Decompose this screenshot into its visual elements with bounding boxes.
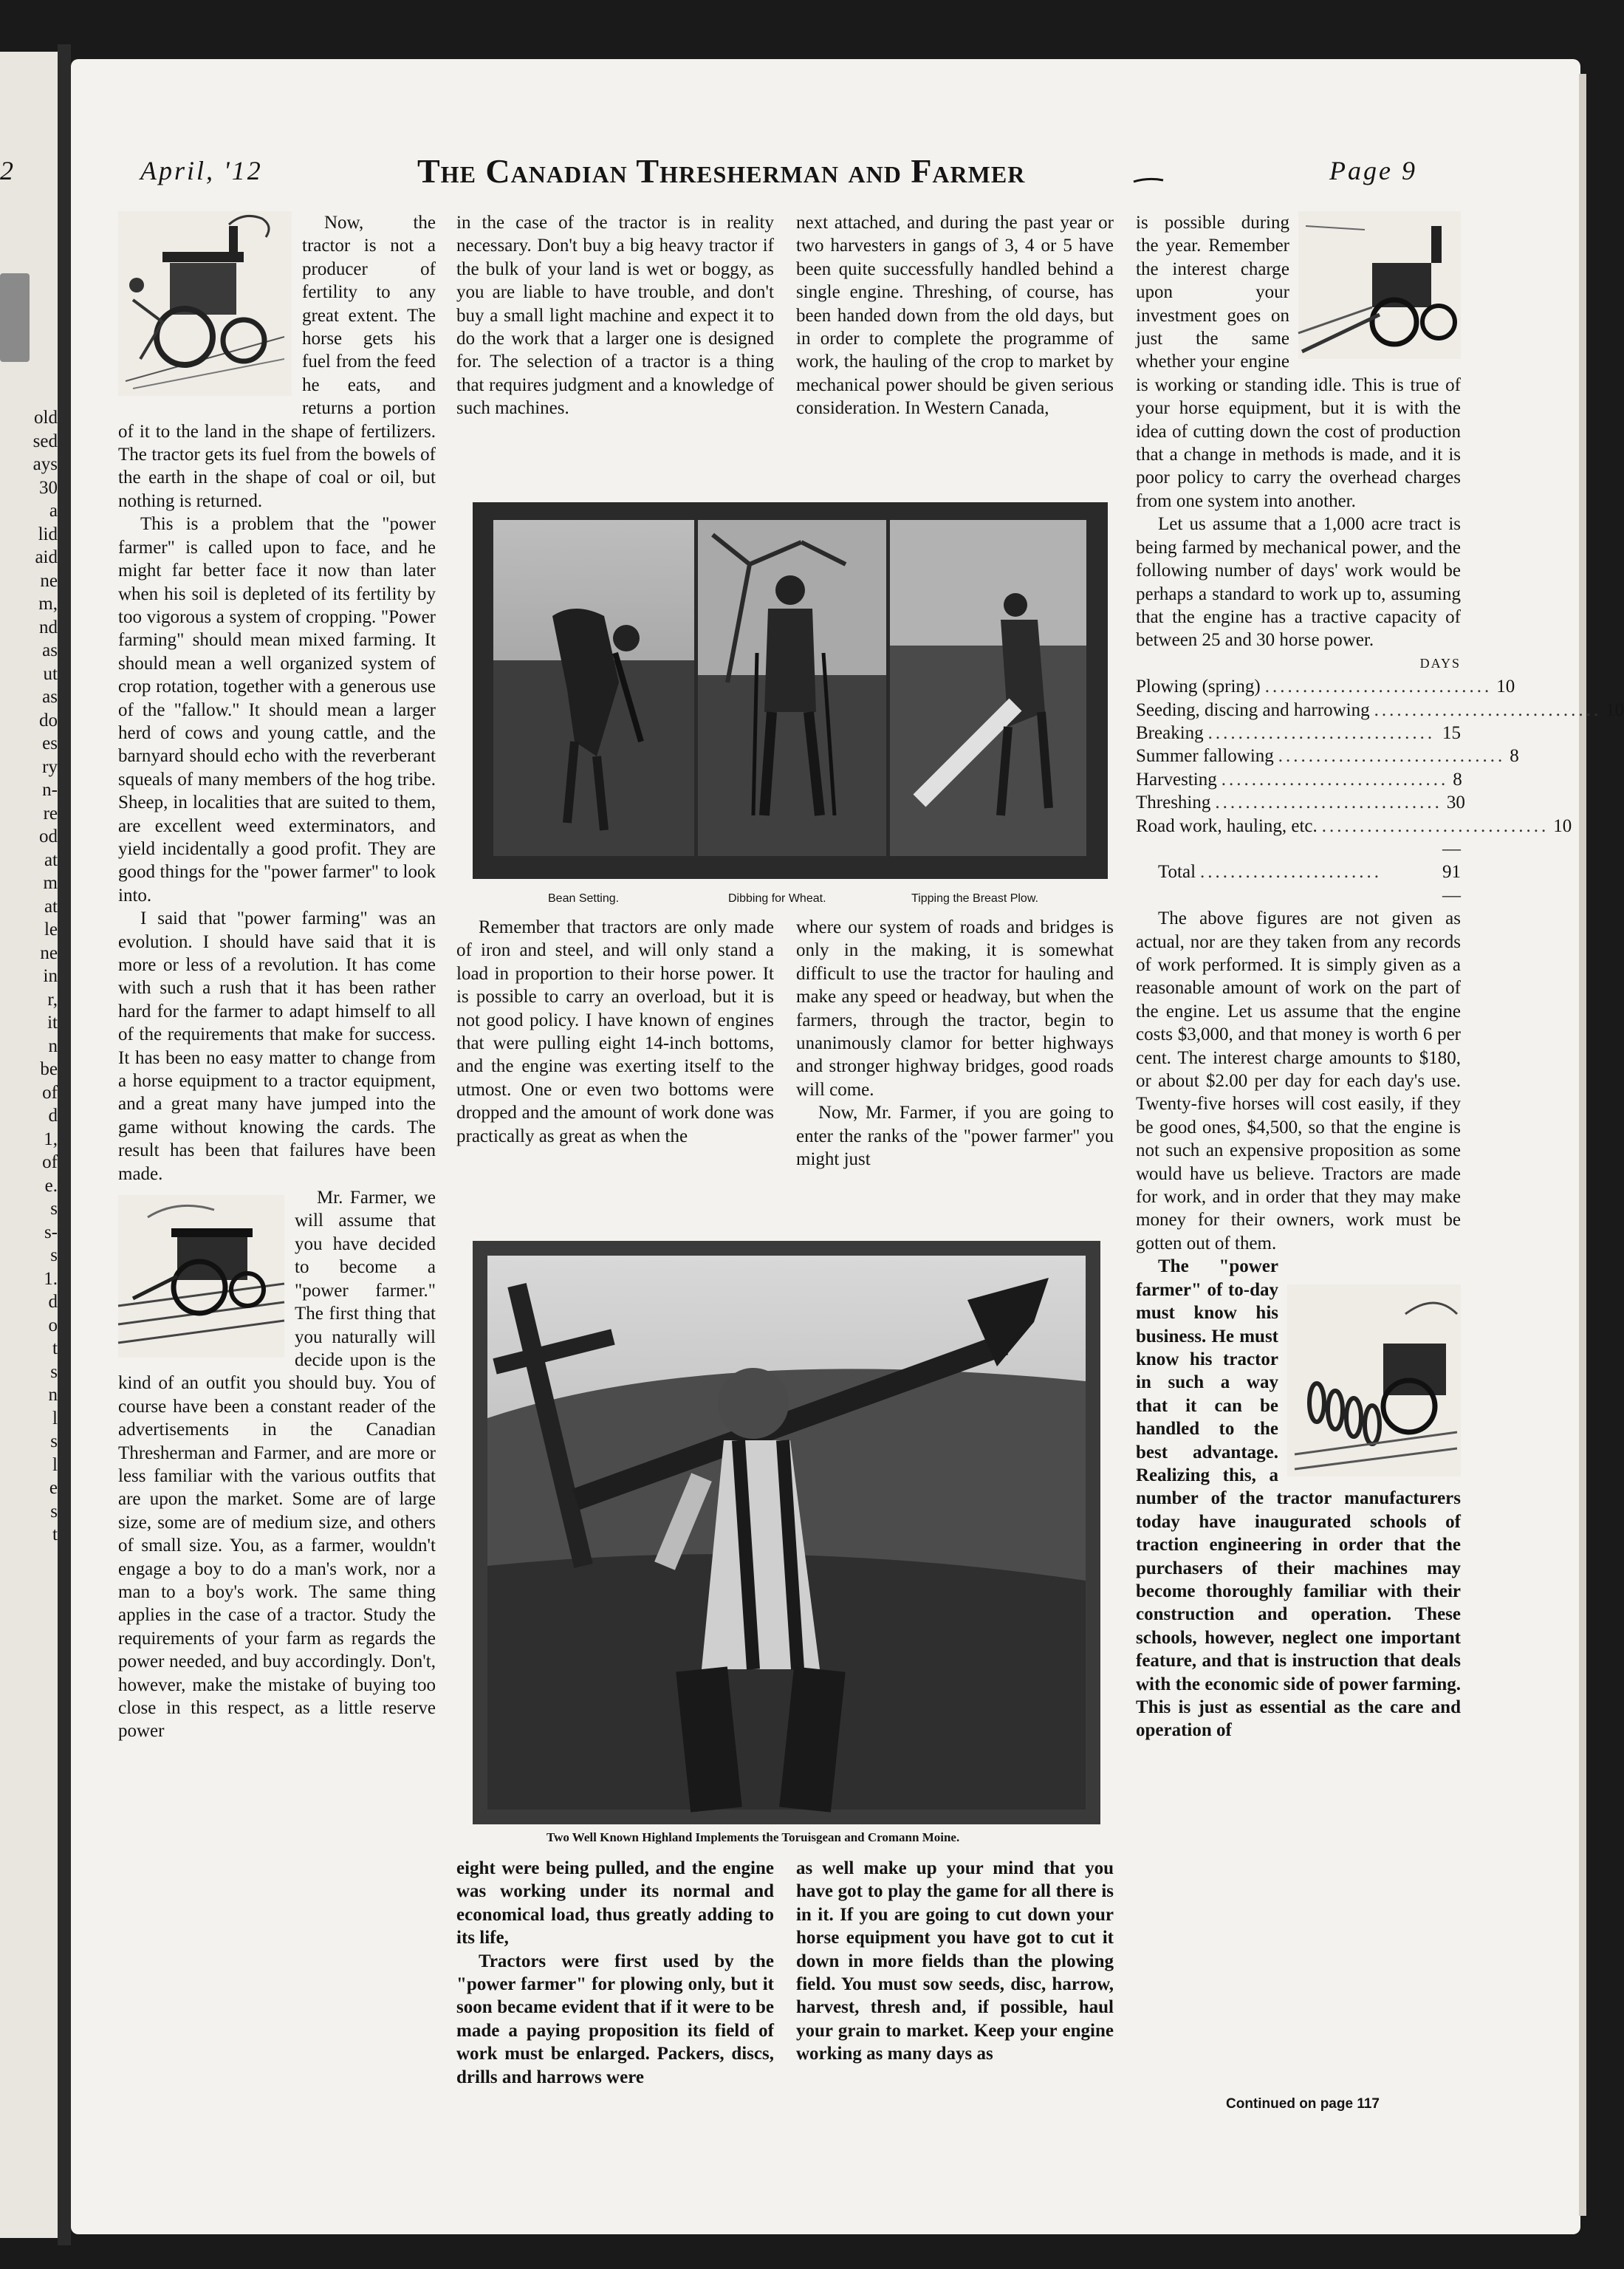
previous-page-fragment: 1, [44,1129,58,1149]
column-3-middle [796,916,1114,1228]
continued-notice: Continued on page 117 [1226,2096,1380,2112]
previous-page-fragment: le [44,920,58,940]
days-row-value: 15 [1442,722,1461,743]
col1-paragraph-4: Mr. Farmer, we will assume that you have decided to become a "power farmer." The first thing that you naturally will decide upon is the kind of an outfit you should buy. You of course have been a constant reader of the advertisements in the Canadian Thresherman and Farmer, and are more or less familiar with the various outfits that are upon the market. Some are of large size, some are of medium size, and others of small size. You, as a farmer, wouldn't engage a boy to do a man's work, nor a man to a boy's work. The same thing applies in the case of a tractor. Study the requirements of your farm as regards the power needed, and buy accordingly. Don't, however, make the mistake of buying too close in this respect, as a little reserve power [118,1188,436,1742]
total-value: 91 [1442,862,1461,883]
previous-page-fragment: ne [40,942,58,963]
days-row-label: Threshing [1136,793,1211,813]
days-table-row: Road work, hauling, etc. .............................. 10 [1136,815,1461,838]
col1-paragraph-2: This is a problem that the "power farmer" is called upon to face, and he might far better face it now than later when his soil is depleted of its fertility by too vigorous a system of cropping. "Power farming" should mean mixed farming. It should mean a well organized system of crop rotation, together with a generous use of the "fallow." It should mean a larger herd of cows and young cattle, and the barnyard should echo with the reverberant squeals of many members of the hog tribe. Sheep, in localities that are suited to them, are excellent weed exterminators, and yield incidentally a good profit. They are good things for the "power farmer" to look into. [118,514,436,906]
title-flourish [1134,176,1163,185]
table-rule-bottom: — [1442,885,1461,906]
previous-page-fragment: s [50,1199,58,1219]
previous-page-fragment: ut [43,663,58,684]
caption-bean-setting: Bean Setting. [548,892,620,905]
previous-page-fragment: as [42,687,58,707]
previous-page-fragment: old [34,408,58,428]
days-row-label: Road work, hauling, etc. [1136,815,1318,836]
previous-page-fragment: ays [32,454,58,474]
previous-page-fragment: s [50,1361,58,1382]
days-table-row: Plowing (spring) .............................. 10 [1136,675,1461,698]
previous-page-fragment: of [42,1082,58,1103]
tractor-plowing-illustration [118,1195,284,1358]
previous-page-fragment: r, [47,989,58,1010]
tractor-sketch-illustration [118,211,292,396]
column-1 [118,211,436,2095]
days-table-row: Summer fallowing .............................. 8 [1136,745,1461,767]
issue-date: April, '12 [140,156,263,185]
col4-paragraph-3: The above figures are not given as actual, nor are they taken from any records of work performed. It is simply given as a reasonable amount of work on the part of the engine. Let us assume that the engine costs $3,000, and that money is worth 6 per cent. The interest charge amounts to $180, or about $2.00 per day for each day's use. Twenty-five horses will cost easily, if they be good ones, $4,500, so that the engine is not such an expensive proposition as some would have us believe. Tractors are made for work, and in order that they may make money for their owners, work must be gotten out of them. [1136,908,1461,1253]
previous-page-fragment: n [48,1385,58,1405]
column-4 [1136,211,1624,2083]
previous-page-fragment: t [52,1524,58,1544]
previous-page-fragment: o [48,1315,58,1335]
previous-page-fragment: s [50,1501,58,1522]
table-total-row: Total ........................ 91 [1136,860,1461,883]
previous-page-fragment: as [42,640,58,660]
harvester-sketch-illustration [1298,211,1461,359]
tractor-disc-harrow-illustration [1287,1284,1461,1476]
previous-page-fragment: at [44,849,58,870]
days-row-value: 10 [1496,677,1515,697]
col2-bottom-paragraph-2: Tractors were first used by the "power farmer" for plowing only, but it soon became evident that if it were to be made a paying proposition its field of work must be enlarged. Packers, discs, drills and harrows were [456,1951,774,2087]
col3-middle-text: where our system of roads and bridges is only in the making, it is somewhat difficult to use the tractor for hauling and make any speed or headway, but when the farmers, through the tractor, begin to unanimously clamor for better highways and stronger highway bridges, good roads will come. [796,917,1114,1100]
days-table-row: Breaking .............................. 15 [1136,722,1461,745]
previous-page-fragment: sed [32,431,58,451]
col3-bottom-text: as well make up your mind that you have got to play the game for all there is in it. If you are going to cut down your horse equipment you have got to cut it down in more fields than the plowing field. You must sow seeds, disc, harrow, harvest, thresh and, if possible, haul your grain to market. Keep your engine working as many days as [796,1858,1114,2064]
previous-page-fragment: re [43,803,58,824]
col2-bottom-paragraph-1: eight were being pulled, and the engine was working under its normal and economical load, thus greatly adding to its life, [456,1858,774,1948]
days-row-value: 30 [1446,793,1465,813]
caption-highland-implements: Two Well Known Highland Implements the Toruisgean and Cromann Moine. [547,1830,960,1844]
previous-page-fragment: 30 [39,477,58,498]
magazine-title: The Canadian Thresherman and Farmer [417,152,1026,190]
previous-page-fragment: do [39,710,58,730]
column-2-top [456,211,774,490]
previous-page-fragment: ry [42,756,58,777]
caption-tipping-breast-plow: Tipping the Breast Plow. [911,892,1038,905]
photo-dibbing-for-wheat [698,520,886,856]
days-table-row: Threshing .............................. 30 [1136,791,1461,814]
photo-tipping-breast-plow [890,520,1086,856]
column-3-top [796,211,1114,490]
previous-page-fragment: of [42,1152,58,1172]
photo-bean-setting [493,520,694,856]
previous-page-fragment: n- [42,780,58,800]
previous-page-fragment: e [49,1478,58,1498]
total-label: Total [1158,862,1196,883]
col4-paragraph-4: The "power farmer" of to-day must know his business. He must know his tractor in such a way that it can be handled to the best advantage. Realizing this, a number of the tractor manufacturers today have inaugurated schools of traction engineering in order that the purchasers of their machines may become thoroughly familiar with their construction and operation. These schools, however, neglect one important feature, and that is instruction that deals with the economic side of power farming. This is just as essential as the care and operation of [1136,1256,1461,1741]
previous-page-fragment: aid [35,547,58,567]
previous-page-fragment: e. [44,1175,58,1196]
days-work-table [1136,652,1624,907]
previous-page-fragment: s- [44,1222,58,1242]
previous-page-fragment: a [49,501,58,521]
previous-page-fragment: d [48,1106,58,1126]
days-row-label: Summer fallowing [1136,746,1274,767]
previous-page-fragment: ne [40,570,58,591]
previous-page-fragment: l [52,1408,58,1428]
days-row-label: Harvesting [1136,769,1217,790]
col4-paragraph-2: Let us assume that a 1,000 acre tract is being farmed by mechanical power, and the following number of days' work would be perhaps a standard to work up to, assuming that the engine has a tractive capacity of between 25 and 30 horse power. [1136,514,1461,651]
days-table-rows [1136,675,1624,838]
page-edge [1579,74,1586,2216]
column-3-bottom [796,1857,1114,2087]
previous-page-fragment: l [52,1454,58,1475]
col3-top-text: next attached, and during the past year or two harvesters in gangs of 3, 4 or 5 have been quite successfully handled behind a single engine. Threshing, of course, has been handed down from the old days, but in order to complete the programme of work, the hauling of the crop to market by mechanical power should be given serious consideration. In Western Canada, [796,213,1114,419]
col3-middle-text-2: Now, Mr. Farmer, if you are going to enter the ranks of the "power farmer" you might just [796,1103,1114,1170]
previous-page-fragment: m, [38,594,58,614]
previous-page-fragment: s [50,1431,58,1451]
previous-page-fragment: at [44,896,58,917]
column-2-middle [456,916,774,1228]
days-row-label: Plowing (spring) [1136,677,1261,697]
previous-page-fragment: m [43,873,58,893]
page-number: Page 9 [1329,156,1417,185]
previous-page-illustration [0,273,30,362]
days-row-label: Seeding, discing and harrowing [1136,699,1370,720]
col2-middle-text: Remember that tractors are only made of iron and steel, and will only stand a load in proportion to their horse power. It is possible to carry an overload, but it is not good policy. I have known of engines that were pulling eight 14-inch bottoms, and the engine was exerting itself to the utmost. One or even two bottoms were dropped and the amount of work done was practically as great as when the [456,917,774,1146]
previous-page-fragment: it [47,1013,58,1033]
col1-paragraph-3: I said that "power farming" was an evolution. I should have said that it is more or less of a revolution. It has come with such a rush that it has been rather hard for the farmer to adapt himself to all of the requirements that make for success. It has been no easy matter to change from a horse equipment to a tractor equipment, and a great many have jumped into the game without knowing the cards. The result has been that failures have been made. [118,908,436,1184]
previous-page-fragment: t [52,1338,58,1358]
table-header-days: DAYS [1419,655,1461,671]
previous-page-fragment: nd [39,617,58,637]
previous-page-number: 2 [0,156,13,185]
days-row-value: 10 [1606,699,1624,720]
previous-page-fragment: in [43,966,58,986]
photo-highland-implements [487,1256,1086,1810]
previous-page-fragment: n [48,1036,58,1056]
days-row-label: Breaking [1136,722,1204,743]
days-row-value: 8 [1510,746,1519,767]
table-rule: — [1442,838,1461,859]
binding-gutter [58,44,71,2245]
days-row-value: 10 [1553,815,1572,836]
previous-page-fragment: 1. [44,1268,58,1289]
col2-top-text: in the case of the tractor is in reality necessary. Don't buy a big heavy tractor if the bulk of your land is wet or boggy, as you are liable to have trouble, and don't buy a small light machine and expect it to do the work that a larger one is designed for. The selection of a tractor is a thing that requires judgment and a knowledge of such machines. [456,213,774,419]
col4-paragraph-1: is possible during the year. Remember the interest charge upon your investment goes on just the same whether your engine is working or standing idle. This is true of your horse equipment, but it is with the idea of cutting down the cost of production that a change in methods is made, and it is poor policy to carry the overhead charges from one system into another. [1136,213,1461,511]
days-table-row: Harvesting .............................. 8 [1136,768,1461,791]
previous-page-fragment: od [39,827,58,846]
previous-page-edge [0,52,58,2238]
days-table-row: Seeding, discing and harrowing .............................. 10 [1136,699,1461,722]
previous-page-fragment: lid [38,524,58,544]
days-row-value: 8 [1453,769,1462,790]
column-2-bottom [456,1857,774,2087]
caption-dibbing-for-wheat: Dibbing for Wheat. [728,892,826,905]
previous-page-fragment: d [48,1292,58,1312]
previous-page-fragment: be [40,1059,58,1079]
previous-page-fragment: es [42,733,58,753]
col1-paragraph-1: Now, the tractor is not a producer of fertility to any great extent. The horse gets his fuel from the feed he eats, and returns a portion of it to the land in the shape of fertilizers. The tractor gets its fuel from the bowels of the earth in the shape of coal or oil, but nothing is returned. [118,213,436,511]
previous-page-fragment: s [50,1245,58,1265]
